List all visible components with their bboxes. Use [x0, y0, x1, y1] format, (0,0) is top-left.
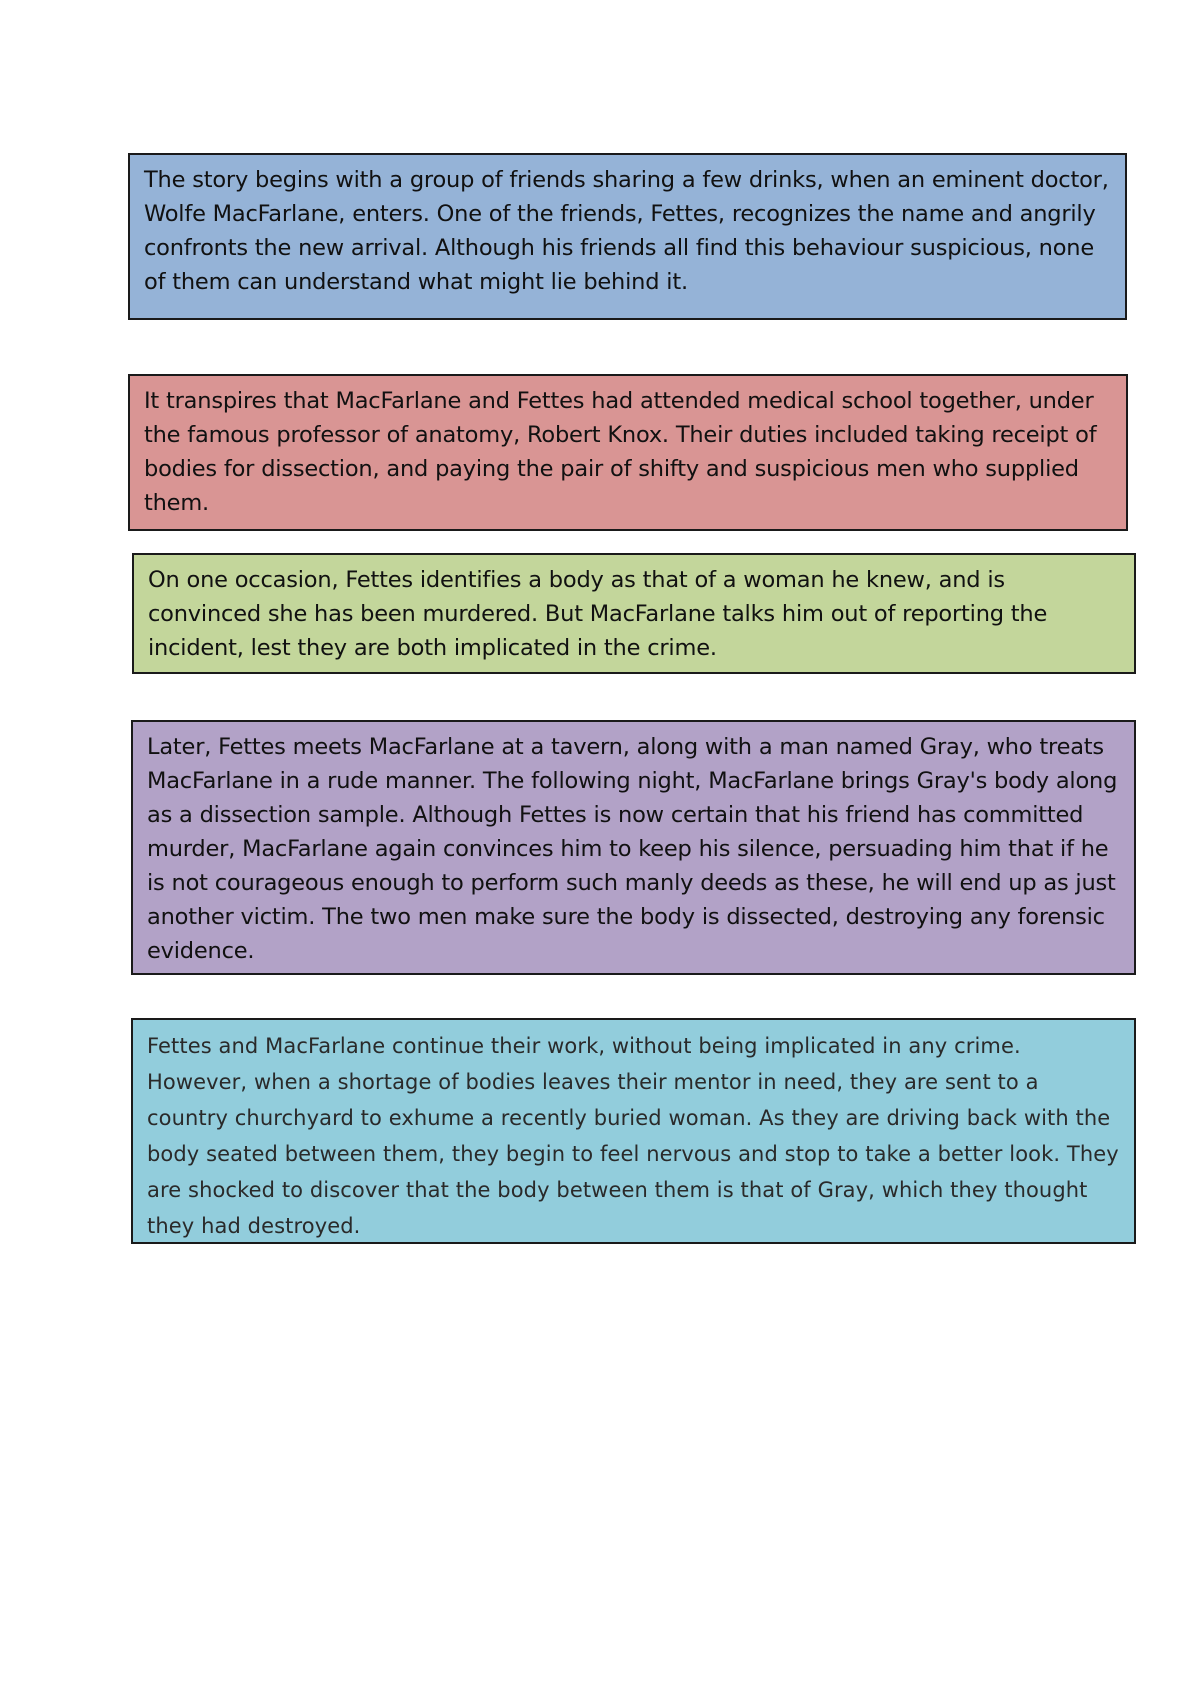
story-paragraph-5: Fettes and MacFarlane continue their work, without being implicated in any crime. However, when a shortage of bodies leaves their mentor in need, they are sent to a country churchyard to exhume a recently buried woman. As they are driving back with the body seated between them, they begin to feel nervous and stop to take a better look. They are shocked to discover that the body between them is that of Gray, which they thought they had destroyed. [147, 1034, 1119, 1238]
story-summary-box-2 [128, 374, 1128, 531]
story-summary-box-3 [132, 553, 1136, 674]
story-paragraph-2: It transpires that MacFarlane and Fettes had attended medical school together, under the famous professor of anatomy, Robert Knox. Their duties included taking receipt of bodies for dissection, and paying the pair of shifty and suspicious men who supplied them. [144, 388, 1097, 516]
story-summary-box-1 [128, 153, 1127, 320]
story-paragraph-1: The story begins with a group of friends sharing a few drinks, when an eminent doctor, Wolfe MacFarlane, enters. One of the friends, Fettes, recognizes the name and angrily confronts the new arrival. Although his friends all find this behaviour suspicious, none of them can understand what might lie behind it. [144, 167, 1109, 295]
story-paragraph-3: On one occasion, Fettes identifies a body as that of a woman he knew, and is convinced she has been murdered. But MacFarlane talks him out of reporting the incident, lest they are both implicated in the crime. [148, 567, 1048, 661]
story-paragraph-4: Later, Fettes meets MacFarlane at a tavern, along with a man named Gray, who treats MacFarlane in a rude manner. The following night, MacFarlane brings Gray's body along as a dissection sample. Although Fettes is now certain that his friend has committed murder, MacFarlane again convinces him to keep his silence, persuading him that if he is not courageous enough to perform such manly deeds as these, he will end up as just another victim. The two men make sure the body is dissected, destroying any forensic evidence. [147, 734, 1118, 964]
story-summary-box-5 [131, 1018, 1136, 1244]
story-summary-box-4 [131, 720, 1136, 975]
